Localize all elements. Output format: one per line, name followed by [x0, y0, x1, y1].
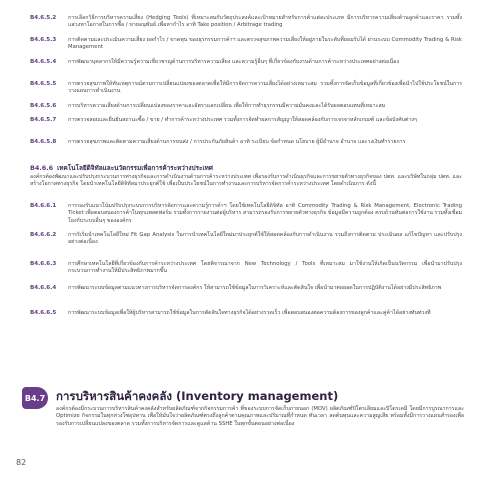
item-number: B4.6.5.4 [30, 59, 57, 65]
item-number: B4.6.6.1 [30, 203, 57, 209]
section-title: การบริหารสินค้าคงคลัง (Inventory management) [56, 389, 339, 403]
numbered-item [30, 139, 462, 146]
numbered-item [30, 81, 462, 96]
numbered-item [30, 261, 462, 276]
item-text: การรองรับแนวโน้มปรับปรุงระบบการบริหารจัดการและความรู้การค้าฯ โดยใช้เทคโนโลยีดิจิทัล อาทิ Commodity Trading & Risk Management, Electronic Trading Ticket เพื่อตอบสนองการค้าในทุกแพลตฟอร์ม รวมทั้งการรายงานต่อผู้บริหาร สามารถรองรับการขยายตัวทางธุรกิจ ข้อมูลมีความถูกต้อง ครบถ้วนทันต่อการใช้งาน รวมทั้งเชื่อมโยงกับระบบอื่นๆ ขององค์กร [68, 203, 462, 224]
subsection-number: B4.6.6 [30, 164, 54, 172]
item-number: B4.6.6.3 [30, 261, 57, 267]
item-text: การพัฒนาบุคลากรให้มีความรู้ความเชี่ยวชาญด้านการบริหารความเสี่ยง และความรู้อื่นๆ ที่เกี่ยวข้องกับงานด้านการค้าระหว่างประเทศอย่างต่อเนื่อง [68, 59, 400, 65]
item-text: การตรวจสุขภาพและติดตามความเสี่ยงด้านการขนส่ง / การประกันภัยสินค้า อาทิ ระเบียบ ข้อกำหนด นโยบาย ผู้มีอำนาจ อำนาจ และวงเงินทำรายการ [68, 139, 406, 145]
subsection-heading [30, 163, 213, 173]
item-number: B4.6.5.5 [30, 81, 57, 87]
numbered-item [30, 117, 462, 124]
item-text: การตรวจสอบและยืนยันสถานะซื้อ / ขาย / ทำการค้าระหว่างประเทศ รวมทั้งการจัดทำผลการสัญญาให้สอดคล้องกับการเจรจาหลักเกณฑ์ และข้อบังคับต่างๆ [68, 117, 417, 123]
item-text: การติดตามและประเมินความเสี่ยง ผลกำไร / ขาดทุน ของธุรกรรมการค้าฯ และตรวจสุขภาพความเสี่ยงให้อยู่ภายในระดับที่ยอมรับได้ ผ่านระบบ Commodity Trading & Risk Management [68, 37, 462, 51]
item-text: การศึกษาเทคโนโลยีที่เกี่ยวข้องกับการค้าระหว่างประเทศ โดยพิจารณาจาก New Technology / Tools ที่เหมาะสม มาใช้งานให้เกิดเป็นนวัตกรรม เพื่อนำมาปรับปรุงกระบวนการทำงานให้มีประสิทธิภาพมากขึ้น [68, 261, 462, 275]
item-text: การพัฒนาระบบข้อมูลตามแนวทางการบริหารจัดการองค์กร ให้สามารถใช้ข้อมูลในการวิเคราะห์และตัดสินใจ เพื่อนำมาต่อยอดในการปฏิบัติงานได้อย่างมีประสิทธิภาพ [68, 285, 442, 291]
item-text: การเลือกวิธีการบริหารความเสี่ยง (Hedging Tools) ที่เหมาะสมกับวัตถุประสงค์และเป้าหมายสำหรับการค้าแต่ละประเภท มีการบริหารความเสี่ยงด้านลูกค้าและราคา รวมทั้งแสวงหาโอกาสในการซื้อ / ขายอนุพันธ์ เพื่อหากำไร อาทิ Take position / Arbitrage trading [68, 15, 462, 29]
item-number: B4.6.5.2 [30, 15, 57, 21]
item-number: B4.6.5.3 [30, 37, 57, 43]
page-number: 82 [16, 458, 27, 467]
numbered-item [30, 203, 462, 225]
item-text: การริเริ่มนำเทคโนโลยีใหม่ Fit Gap Analysis ในการนำเทคโนโลยีใหม่มาประยุกต์ใช้ให้สอดคล้องกับการดำเนินงาน รวมถึงการติดตาม ประเมินผล แก้ไขปัญหา และปรับปรุงอย่างต่อเนื่อง [68, 232, 462, 246]
item-text: การพัฒนาระบบข้อมูลเพื่อให้ผู้บริหารสามารถใช้ข้อมูลในการตัดสินใจทางธุรกิจได้อย่างรวดเร็ว เพื่อตอบสนองต่อความต้องการของลูกค้าและคู่ค้าได้อย่างทันท่วงที [68, 310, 431, 316]
numbered-item [30, 232, 462, 247]
numbered-item [30, 310, 462, 317]
item-number: B4.6.5.7 [30, 117, 57, 123]
item-text: การบริหารความเสี่ยงด้านการเปลี่ยนแปลงของราคาและอัตราแลกเปลี่ยน เพื่อให้การทำธุรกรรมมีความมั่นคงและได้รับผลตอบแทนที่เหมาะสม [68, 103, 386, 109]
section-body: องค์กรต้องมีกระบวนการบริหารสินค้าคงคลังสำหรับผลิตภัณฑ์จากกิจกรรมการค้า ที่ของระบบการจัดเก็บภายนอก (MOV) ผลิตภัณฑ์ปิโตรเลียมและปิโตรเคมี โดยมีการบูรณาการและ Optimize กิจกรรมในทุกห่วงโซ่อุปทาน เพื่อให้มั่นใจว่าผลิตภัณฑ์ตรงถึงลูกค้าตามคุณภาพและปริมาณที่กำหนด ทันเวลา ลดต้นทุนและความสูญเสีย พร้อมทั้งมีการวางแผนสำรองเพื่อรองรับการเปลี่ยนแปลงของตลาด รวมทั้งการบริหารจัดการและดูแลด้าน SSHE ในทุกขั้นตอนอย่างต่อเนื่อง [56, 406, 464, 427]
item-number: B4.6.6.2 [30, 232, 57, 238]
item-number: B4.6.6.4 [30, 285, 57, 291]
numbered-item [30, 103, 462, 110]
numbered-item [30, 37, 462, 52]
section-number-badge: B4.7 [22, 387, 48, 409]
subsection-title: เทคโนโลยีดิจิทัลและนวัตกรรมเพื่อการค้าระหว่างประเทศ [57, 164, 213, 172]
item-number: B4.6.5.8 [30, 139, 57, 145]
numbered-item [30, 59, 462, 66]
numbered-item [30, 285, 462, 292]
item-number: B4.6.5.6 [30, 103, 57, 109]
numbered-item [30, 15, 462, 30]
item-text: การตรวจสุขภาพให้ทันเหตุการณ์ตามการเปลี่ยนแปลงของตลาดเพื่อให้มีการจัดการความเสี่ยงได้อย่างเหมาะสม รวมทั้งการจัดเก็บข้อมูลที่เกี่ยวข้องเพื่อนำไปใช้ประโยชน์ในการวางแผนการดำเนินงาน [68, 81, 462, 95]
item-number: B4.6.6.5 [30, 310, 57, 316]
subsection-intro: องค์กรต้องพัฒนาและปรับปรุงกระบวนการทางธุรกิจและการดำเนินงานด้านการค้าระหว่างประเทศ เพื่อรองรับการดำเนินธุรกิจและการขยายตัวทางธุรกิจของ ปตท. และบริษัทในกลุ่ม ปตท. และสร้างโอกาสทางธุรกิจ โดยนำเทคโนโลยีดิจิทัลมาประยุกต์ใช้ เพื่อเป็นประโยชน์ในการทำงานและการบริหารจัดการค้าระหว่างประเทศ โดยดำเนินการ ดังนี้ [30, 174, 462, 188]
